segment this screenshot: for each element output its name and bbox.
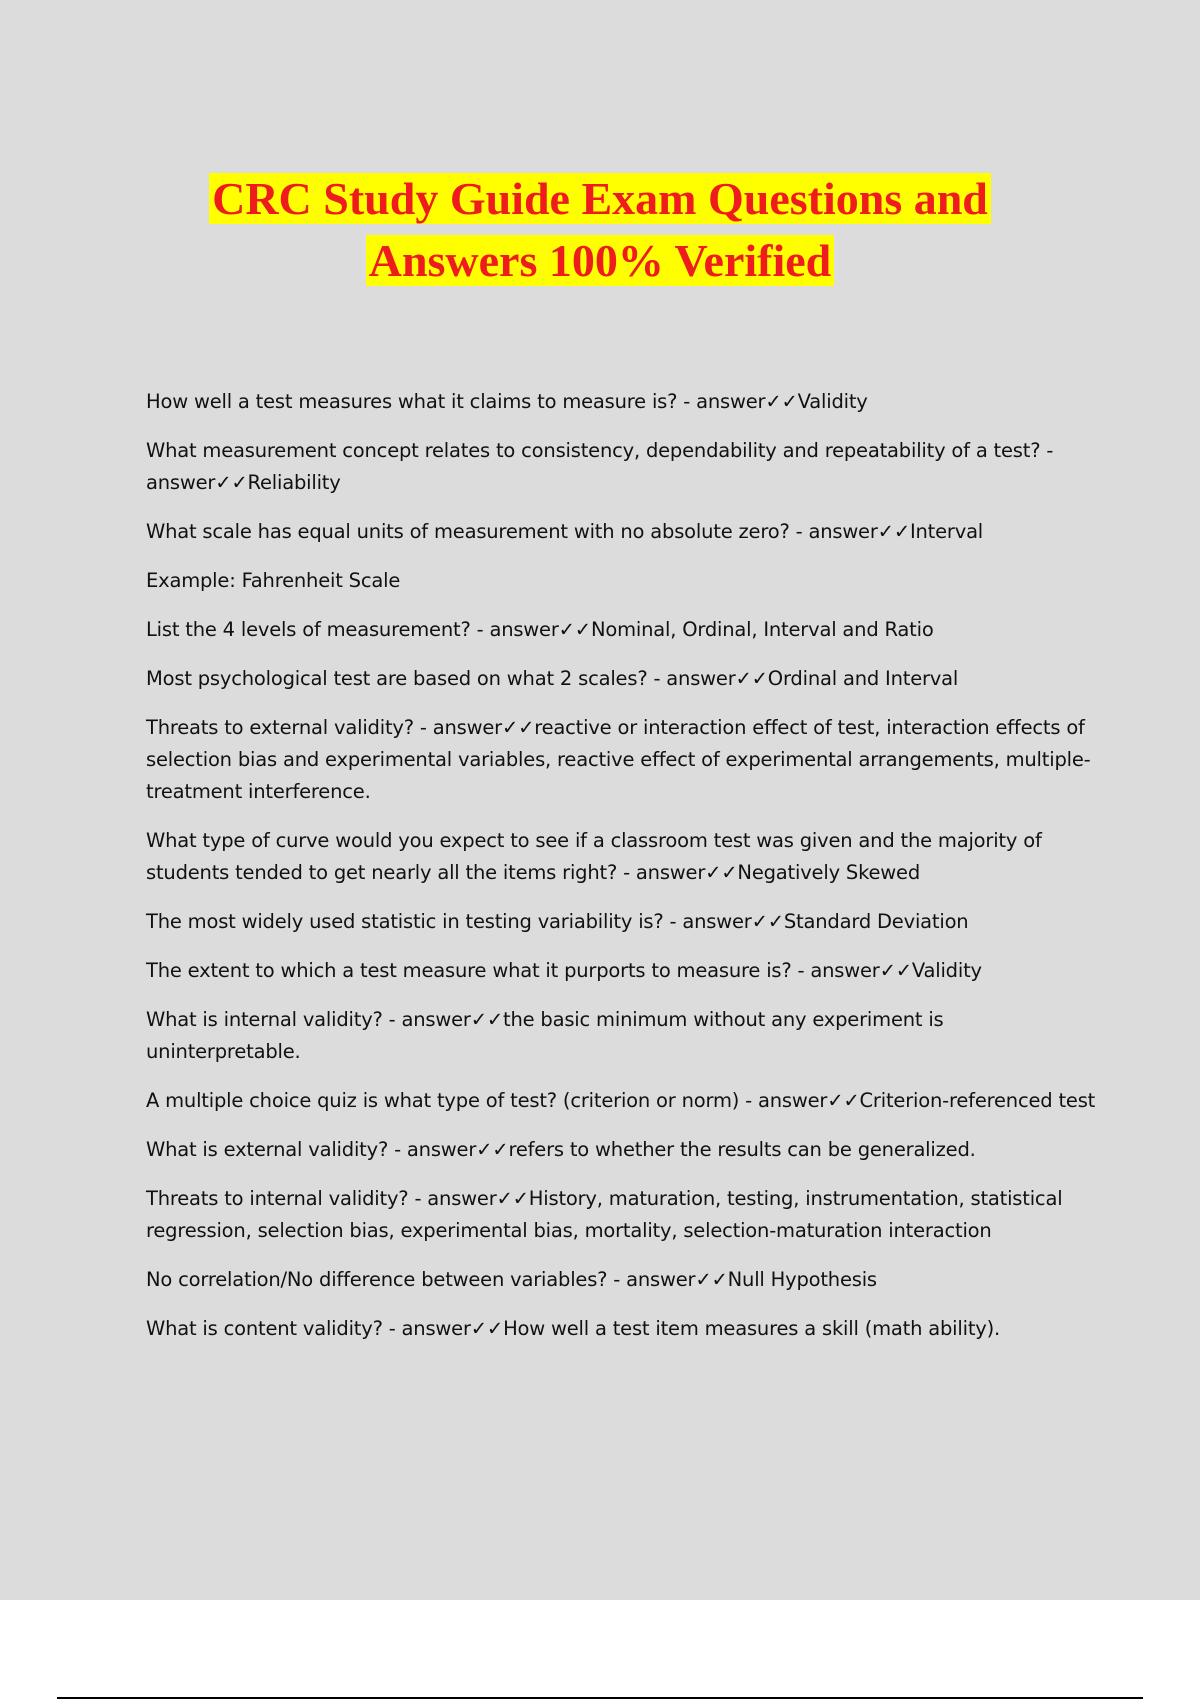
qa-item: What type of curve would you expect to see if a classroom test was given and the majority of students tended to get nearly all the items right? - answer✓✓Negatively Skewed: [146, 829, 1042, 884]
qa-item: Example: Fahrenheit Scale: [146, 569, 401, 592]
title-line-1: CRC Study Guide Exam Questions and: [209, 173, 991, 224]
qa-item: Threats to internal validity? - answer✓✓History, maturation, testing, instrumentation, statistical regression, selection bias, experimental bias, mortality, selection-maturation interaction: [146, 1187, 1063, 1242]
qa-item: List the 4 levels of measurement? - answer✓✓Nominal, Ordinal, Interval and Ratio: [146, 618, 934, 641]
qa-item: What is content validity? - answer✓✓How well a test item measures a skill (math ability).: [146, 1317, 1001, 1340]
page-divider: [57, 1697, 1143, 1699]
qa-item: What scale has equal units of measurement with no absolute zero? - answer✓✓Interval: [146, 520, 984, 543]
qa-list: [146, 386, 1096, 1362]
qa-item: Threats to external validity? - answer✓✓reactive or interaction effect of test, interaction effects of selection bias and experimental variables, reactive effect of experimental arrangements, multiple-treatment interference.: [146, 716, 1091, 803]
document-title: [0, 168, 1200, 292]
qa-item: The most widely used statistic in testing variability is? - answer✓✓Standard Deviation: [146, 910, 969, 933]
qa-item: A multiple choice quiz is what type of test? (criterion or norm) - answer✓✓Criterion-referenced test: [146, 1089, 1096, 1112]
qa-item: Most psychological test are based on what 2 scales? - answer✓✓Ordinal and Interval: [146, 667, 959, 690]
title-line-2: Answers 100% Verified: [366, 235, 835, 286]
qa-item: What is external validity? - answer✓✓refers to whether the results can be generalized.: [146, 1138, 976, 1161]
qa-item: What is internal validity? - answer✓✓the basic minimum without any experiment is uninterpretable.: [146, 1008, 944, 1063]
qa-item: The extent to which a test measure what it purports to measure is? - answer✓✓Validity: [146, 959, 982, 982]
qa-item: No correlation/No difference between variables? - answer✓✓Null Hypothesis: [146, 1268, 877, 1291]
qa-item: How well a test measures what it claims to measure is? - answer✓✓Validity: [146, 390, 868, 413]
qa-item: What measurement concept relates to consistency, dependability and repeatability of a test? - answer✓✓Reliability: [146, 439, 1054, 494]
